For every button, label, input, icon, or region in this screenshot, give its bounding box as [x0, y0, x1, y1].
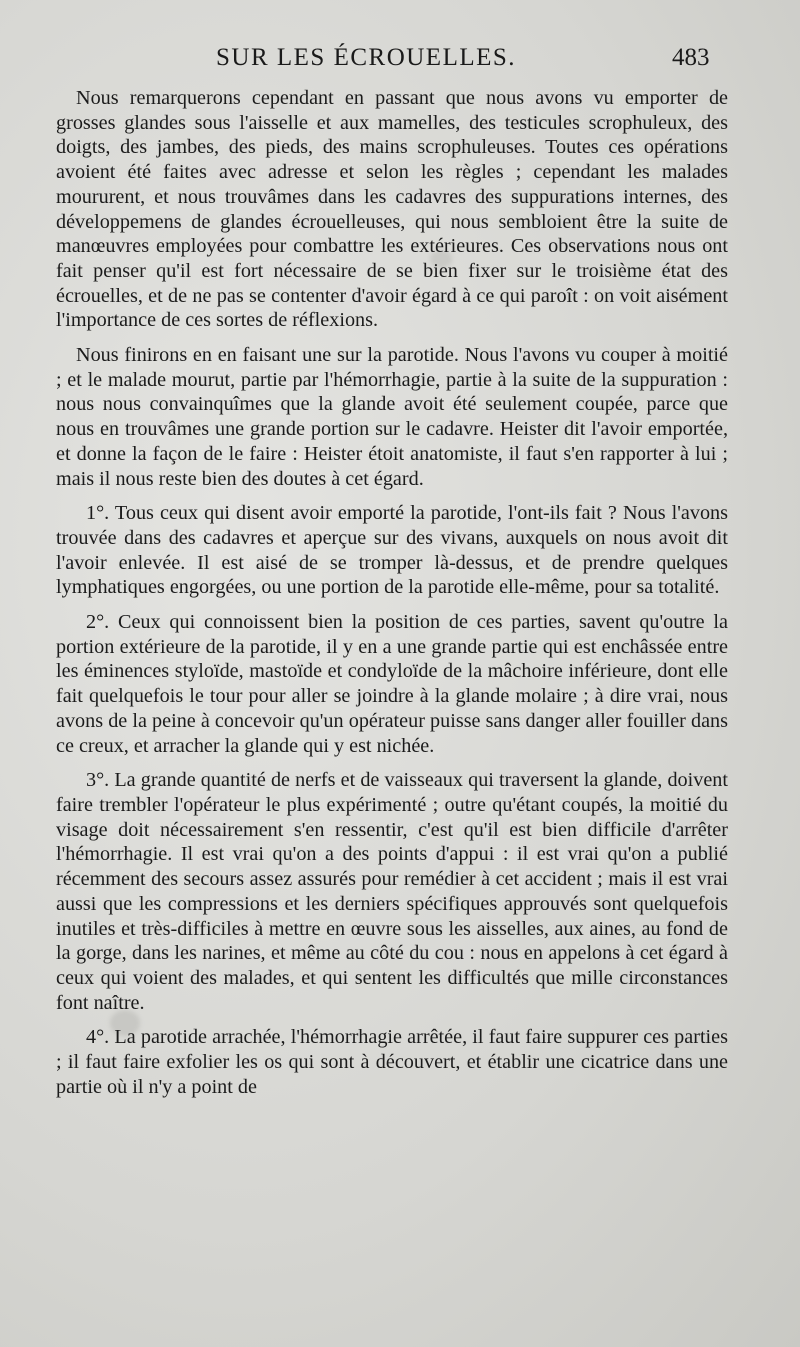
paragraph: Nous remarquerons cependant en passant que nous avons vu emporter de grosses glandes sous l'aisselle et aux mamelles, des testicules scrophuleux, des doigts, des jambes, des pieds, des mains scrophuleuses. Toutes ces opérations avoient été faites avec adresse et selon les règles ; cependant les malades moururent, et nous trouvâmes dans les cadavres des suppurations internes, des développemens de glandes écrouelleuses, qui nous sembloient être la suite de manœuvres employées pour combattre les extérieures. Ces observations nous ont fait penser qu'il est fort nécessaire de se bien fixer sur le troisième état des écrouelles, et de ne pas se contenter d'avoir égard à ce qui paroît : on voit aisément l'importance de ces sortes de réflexions. [56, 87, 728, 332]
running-header [0, 44, 800, 78]
body-text [56, 86, 728, 1109]
running-title: SUR LES ÉCROUELLES. [216, 44, 517, 71]
paragraph: 3°. La grande quantité de nerfs et de vaisseaux qui traversent la glande, doivent faire trembler l'opérateur le plus expérimenté ; outre qu'étant coupés, la moitié du visage doit nécessairement s'en ressentir, c'est qu'il est bien difficile d'arrêter l'hémorrhagie. Il est vrai qu'on a des points d'appui : il est vrai qu'on a publié récemment des secours assez assurés pour remédier à cet accident ; mais il est vrai aussi que les compressions et les derniers spécifiques approuvés sont quelquefois inutiles et très-difficiles à mettre en œuvre sous les aisselles, aux aines, au fond de la gorge, dans les narines, et même au côté du cou : nous en appelons à cet égard à ceux qui voient des malades, et qui sentent les difficultés que mille circonstances font naître. [56, 769, 728, 1014]
page-number: 483 [672, 44, 710, 71]
paragraph: 4°. La parotide arrachée, l'hémorrhagie arrêtée, il faut faire suppurer ces parties ; il faut faire exfolier les os qui sont à découvert, et établir une cicatrice dans une partie où il n'y a point de [56, 1026, 728, 1098]
paragraph: 1°. Tous ceux qui disent avoir emporté la parotide, l'ont-ils fait ? Nous l'avons trouvée dans des cadavres et aperçue sur des vivans, auxquels on nous avoit dit l'avoir enlevée. Il est aisé de se tromper là-dessus, et de prendre quelques lymphatiques engorgées, ou une portion de la parotide elle-même, pour sa totalité. [56, 502, 728, 599]
paragraph: 2°. Ceux qui connoissent bien la position de ces parties, savent qu'outre la portion extérieure de la parotide, il y en a une grande partie qui est enchâssée entre les éminences styloïde, mastoïde et condyloïde de la mâchoire inférieure, dont elle fait quelquefois le tour pour aller se joindre à la glande molaire ; à dire vrai, nous avons de la peine à concevoir qu'un opérateur puisse sans danger aller fouiller dans ce creux, et arracher la glande qui y est nichée. [56, 611, 728, 757]
paragraph: Nous finirons en en faisant une sur la parotide. Nous l'avons vu couper à moitié ; et le malade mourut, partie par l'hémorrhagie, partie à la suite de la suppuration : nous nous convainquîmes que la glande avoit été seulement coupée, parce que nous en trouvâmes une grande portion sur le cadavre. Heister dit l'avoir emportée, et donne la façon de le faire : Heister étoit anatomiste, il faut s'en rapporter à lui ; mais il nous reste bien des doutes à cet égard. [56, 344, 728, 490]
